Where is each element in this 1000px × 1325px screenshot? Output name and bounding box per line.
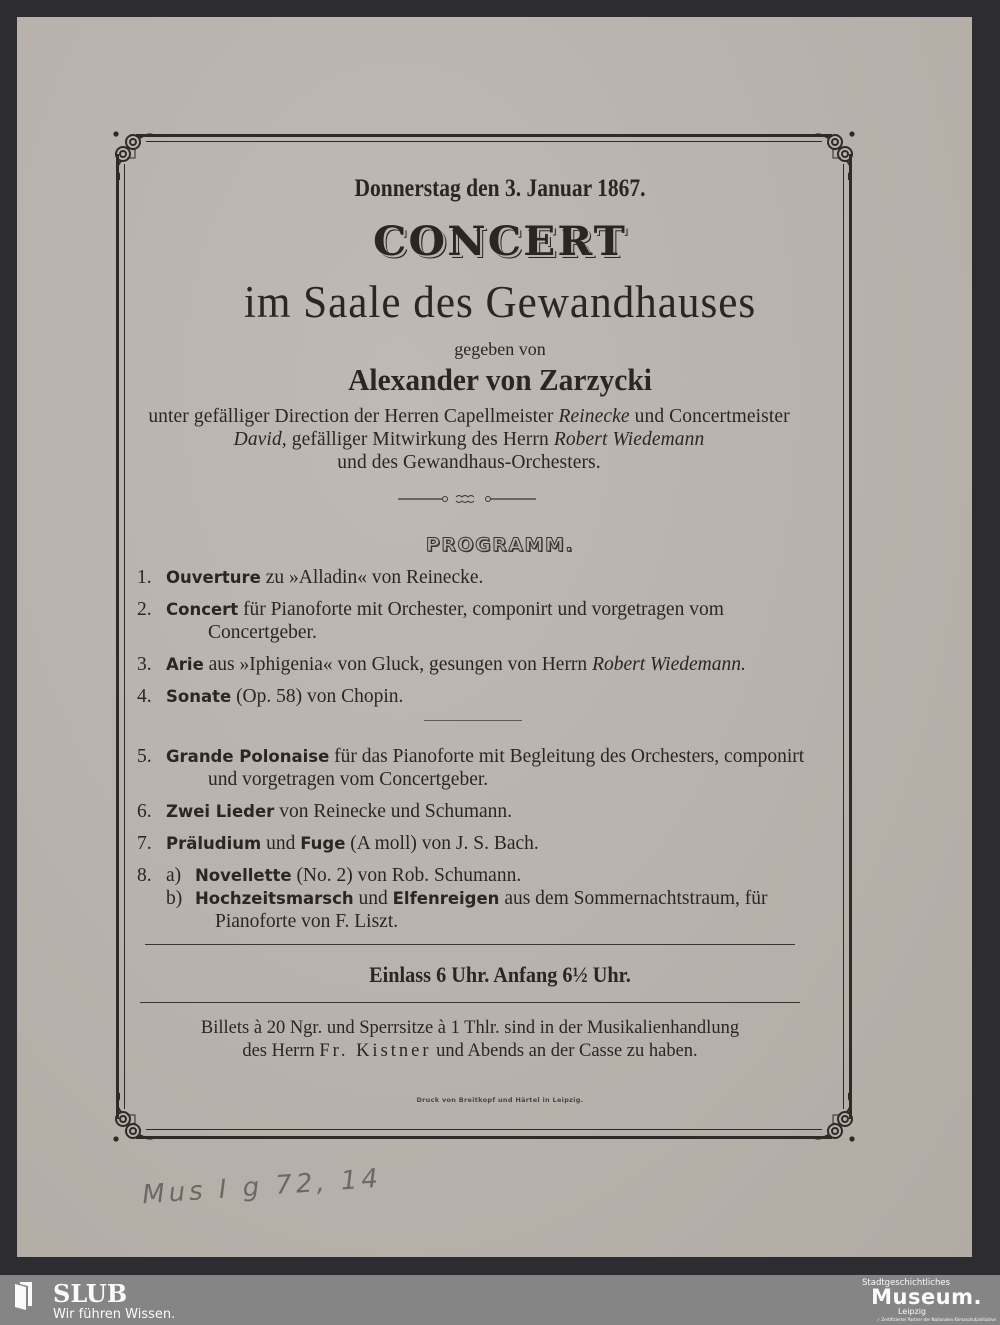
corner-ornament-icon	[805, 128, 857, 180]
item-number: 8.	[137, 865, 152, 886]
corner-ornament-icon	[111, 128, 163, 180]
concertmaster-name: David,	[233, 429, 287, 450]
intro-paragraph	[135, 405, 803, 474]
program-item	[137, 685, 809, 708]
museum-certification: ✓ Zertifizierter Partner der Nationalen Klimaschutzinitiative	[876, 1317, 996, 1322]
program-heading: PROGRAMM.	[425, 534, 575, 556]
ticket-text: Billets à 20 Ngr. und Sperrsitze à 1 Thlr. sind in der Musikalienhandlung	[200, 1018, 740, 1038]
work-details: und	[353, 888, 393, 909]
admission-times: Einlass 6 Uhr. Anfang 6½ Uhr.	[369, 962, 631, 987]
work-title: Zwei Lieder	[166, 802, 275, 821]
ticket-text: des Herrn	[242, 1041, 320, 1061]
venue: im Saale des Gewandhauses	[243, 277, 757, 327]
museum-logo-prefix: Stadtgeschichtliches	[862, 1278, 950, 1288]
work-title: Grande Polonaise	[166, 747, 330, 766]
intro-text: und des Gewandhaus-Orchesters.	[337, 452, 601, 473]
work-details: aus dem Sommernachtstraum, für Pianoforte von F. Liszt.	[215, 888, 768, 932]
item-number: 6.	[137, 801, 152, 822]
work-title: Concert	[166, 600, 239, 619]
performer-name: Alexander von Zarzycki	[348, 362, 652, 397]
intermission-divider	[424, 720, 522, 721]
program-item	[137, 566, 809, 589]
vendor-name: Fr. Kistner	[319, 1041, 432, 1061]
border-line	[146, 141, 822, 142]
intro-text: und Concertmeister	[629, 406, 790, 427]
work-title: Hochzeitsmarsch	[195, 889, 354, 908]
program-item	[137, 598, 809, 644]
subitem-letter: b)	[166, 888, 183, 909]
divider-ornament-icon	[398, 490, 536, 502]
conductor-name: Reinecke	[558, 406, 630, 427]
work-details: (Op. 58) von Chopin.	[231, 686, 404, 707]
poster-title: CONCERT	[373, 218, 627, 265]
concert-date: Donnerstag den 3. Januar 1867.	[354, 175, 646, 202]
singer-name: Robert Wiedemann.	[592, 654, 746, 675]
program-subitem	[166, 887, 809, 933]
item-number: 7.	[137, 833, 152, 854]
work-details: (A moll) von J. S. Bach.	[345, 833, 539, 854]
work-details: von Reinecke und Schumann.	[274, 801, 513, 822]
printer-imprint: Druck von Breitkopf und Härtel in Leipzig.	[416, 1096, 584, 1104]
work-details: aus »Iphigenia« von Gluck, gesungen von Herrn	[203, 654, 593, 675]
border-line	[146, 1129, 822, 1130]
work-details: zu »Alladin« von Reinecke.	[260, 567, 484, 588]
intro-text: gefälliger Mitwirkung des Herrn	[286, 429, 554, 450]
item-number: 2.	[137, 599, 152, 620]
program-subitem	[166, 864, 809, 887]
item-number: 3.	[137, 654, 152, 675]
museum-logo-city: Leipzig	[897, 1307, 926, 1316]
program-item	[137, 653, 809, 676]
subitem-letter: a)	[166, 865, 182, 886]
program-item	[137, 745, 809, 791]
program-item	[137, 864, 809, 933]
item-number: 5.	[137, 746, 152, 767]
given-by-label: gegeben von	[454, 339, 546, 359]
program-item	[137, 832, 809, 855]
work-details: (No. 2) von Rob. Schumann.	[291, 865, 522, 886]
work-title: Elfenreigen	[392, 889, 500, 908]
slub-book-logo-icon[interactable]	[12, 1281, 42, 1311]
horizontal-rule	[140, 1002, 800, 1003]
work-title: Novellette	[195, 866, 292, 885]
work-details: für das Pianoforte mit Begleitung des Orchesters, componirt und vorgetragen vom Concertgeber.	[208, 746, 805, 790]
work-details: und	[261, 833, 301, 854]
border-line	[136, 134, 832, 137]
work-title: Arie	[166, 655, 204, 674]
museum-logo-text[interactable]: Museum.	[871, 1285, 982, 1309]
item-number: 4.	[137, 686, 152, 707]
viewer-footer-bar	[0, 1275, 1000, 1325]
ticket-info	[130, 1017, 810, 1063]
handwritten-shelfmark: Mus I g 72, 14	[141, 1163, 383, 1211]
slub-logo-text[interactable]: SLUB	[53, 1279, 128, 1308]
horizontal-rule	[145, 944, 795, 945]
slub-tagline: Wir führen Wissen.	[53, 1307, 176, 1322]
work-title: Fuge	[300, 834, 346, 853]
work-details: für Pianoforte mit Orchester, componirt und vorgetragen vom Concertgeber.	[208, 599, 724, 643]
intro-text: unter gefälliger Direction der Herren Capellmeister	[148, 406, 559, 427]
item-number: 1.	[137, 567, 152, 588]
program-list	[137, 566, 809, 942]
program-item	[137, 800, 809, 823]
border-line	[136, 1136, 832, 1139]
ticket-text: und Abends an der Casse zu haben.	[431, 1041, 698, 1061]
work-title: Sonate	[166, 687, 232, 706]
singer-name: Robert Wiedemann	[553, 429, 705, 450]
work-title: Präludium	[166, 834, 262, 853]
work-title: Ouverture	[166, 568, 261, 587]
